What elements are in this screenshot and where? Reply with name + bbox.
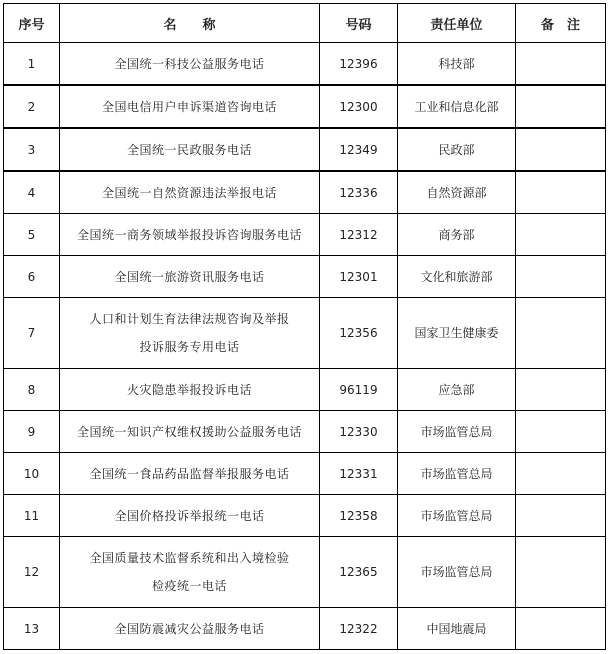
- table-row: [4, 608, 606, 650]
- cell-name: 全国统一自然资源违法举报电话: [60, 171, 320, 214]
- hotline-table: [3, 3, 606, 650]
- cell-name: [60, 537, 320, 608]
- cell-unit: 国家卫生健康委: [398, 298, 516, 369]
- table-row: [4, 256, 606, 298]
- cell-name: 全国防震减灾公益服务电话: [60, 608, 320, 650]
- cell-name: 全国统一旅游资讯服务电话: [60, 256, 320, 298]
- cell-remark: [516, 171, 606, 214]
- cell-number: 12300: [320, 85, 398, 128]
- cell-unit: 商务部: [398, 214, 516, 256]
- cell-no: 1: [4, 43, 60, 86]
- cell-remark: [516, 85, 606, 128]
- header-unit: 责任单位: [398, 4, 516, 43]
- cell-number: 12331: [320, 453, 398, 495]
- cell-unit: 市场监管总局: [398, 411, 516, 453]
- cell-no: 2: [4, 85, 60, 128]
- cell-remark: [516, 256, 606, 298]
- cell-no: 6: [4, 256, 60, 298]
- header-row: [4, 4, 606, 43]
- cell-no: 7: [4, 298, 60, 369]
- cell-remark: [516, 369, 606, 411]
- cell-name: 全国统一食品药品监督举报服务电话: [60, 453, 320, 495]
- cell-unit: 市场监管总局: [398, 537, 516, 608]
- table-row: [4, 298, 606, 369]
- table-row: [4, 537, 606, 608]
- table-row: [4, 214, 606, 256]
- cell-no: 9: [4, 411, 60, 453]
- cell-no: 11: [4, 495, 60, 537]
- table-row: [4, 495, 606, 537]
- cell-remark: [516, 453, 606, 495]
- table-row: [4, 128, 606, 171]
- table-row: [4, 43, 606, 86]
- cell-name: 全国统一商务领域举报投诉咨询服务电话: [60, 214, 320, 256]
- cell-no: 8: [4, 369, 60, 411]
- cell-remark: [516, 214, 606, 256]
- cell-name: [60, 298, 320, 369]
- cell-no: 12: [4, 537, 60, 608]
- cell-number: 12356: [320, 298, 398, 369]
- cell-remark: [516, 495, 606, 537]
- table-row: [4, 411, 606, 453]
- cell-unit: 应急部: [398, 369, 516, 411]
- cell-number: 12349: [320, 128, 398, 171]
- cell-remark: [516, 128, 606, 171]
- cell-name: 全国电信用户申诉渠道咨询电话: [60, 85, 320, 128]
- cell-remark: [516, 537, 606, 608]
- cell-number: 12365: [320, 537, 398, 608]
- cell-remark: [516, 411, 606, 453]
- cell-name: 全国统一知识产权维权援助公益服务电话: [60, 411, 320, 453]
- cell-number: 12330: [320, 411, 398, 453]
- cell-remark: [516, 608, 606, 650]
- cell-unit: 民政部: [398, 128, 516, 171]
- cell-no: 4: [4, 171, 60, 214]
- cell-unit: 自然资源部: [398, 171, 516, 214]
- header-no: 序号: [4, 4, 60, 43]
- cell-number: 12322: [320, 608, 398, 650]
- cell-unit: 文化和旅游部: [398, 256, 516, 298]
- header-name: 名 称: [60, 4, 320, 43]
- cell-unit: 科技部: [398, 43, 516, 86]
- cell-number: 12312: [320, 214, 398, 256]
- header-remark: 备 注: [516, 4, 606, 43]
- cell-remark: [516, 43, 606, 86]
- cell-no: 13: [4, 608, 60, 650]
- cell-no: 5: [4, 214, 60, 256]
- cell-number: 12358: [320, 495, 398, 537]
- cell-name: 全国价格投诉举报统一电话: [60, 495, 320, 537]
- cell-number: 96119: [320, 369, 398, 411]
- table-row: [4, 453, 606, 495]
- cell-unit: 工业和信息化部: [398, 85, 516, 128]
- cell-no: 10: [4, 453, 60, 495]
- cell-name-line1: 全国质量技术监督系统和出入境检验: [89, 551, 290, 565]
- table-row: [4, 171, 606, 214]
- table-row: [4, 369, 606, 411]
- cell-number: 12396: [320, 43, 398, 86]
- cell-name: 全国统一民政服务电话: [60, 128, 320, 171]
- cell-name: 全国统一科技公益服务电话: [60, 43, 320, 86]
- cell-unit: 市场监管总局: [398, 495, 516, 537]
- cell-unit: 中国地震局: [398, 608, 516, 650]
- cell-unit: 市场监管总局: [398, 453, 516, 495]
- cell-remark: [516, 298, 606, 369]
- cell-name-line2: 投诉服务专用电话: [139, 340, 240, 354]
- table-row: [4, 85, 606, 128]
- header-number: 号码: [320, 4, 398, 43]
- cell-name-line2: 检疫统一电话: [151, 579, 227, 593]
- cell-number: 12301: [320, 256, 398, 298]
- cell-name: 火灾隐患举报投诉电话: [60, 369, 320, 411]
- cell-name-line1: 人口和计划生育法律法规咨询及举报: [89, 312, 290, 326]
- cell-no: 3: [4, 128, 60, 171]
- cell-number: 12336: [320, 171, 398, 214]
